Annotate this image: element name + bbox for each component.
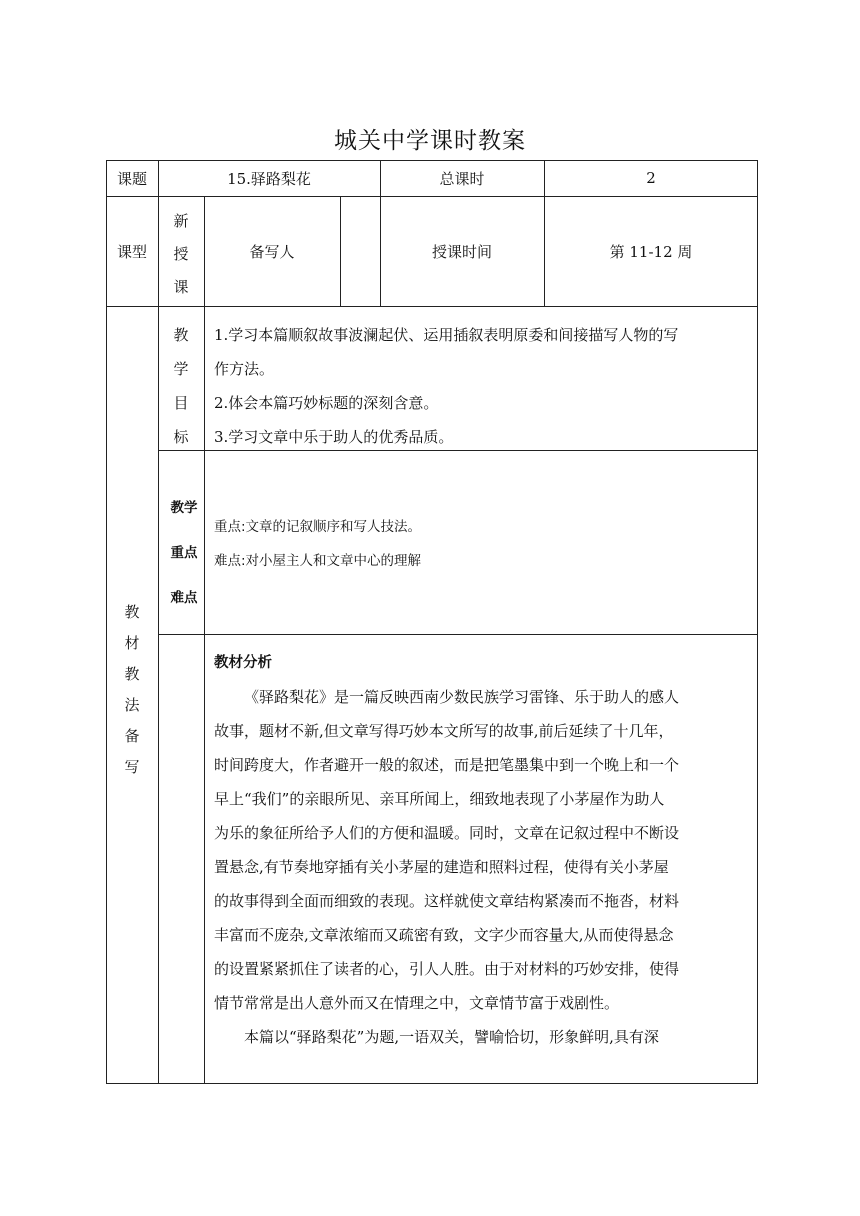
goals-text: [214, 318, 752, 454]
goal-line: 作方法。: [214, 360, 275, 378]
analysis-line: 的故事得到全面而细致的表现。这样就使文章结构紧凑而不拖沓，材料: [214, 892, 680, 910]
analysis-line: 《驿路梨花》是一篇反映西南少数民族学习雷锋、乐于助人的感人: [244, 688, 680, 706]
lesson-type-char: 新: [173, 212, 189, 230]
analysis-line: 本篇以“驿路梨花”为题,一语双关，譬喻恰切，形象鲜明,具有深: [244, 1028, 659, 1046]
side-label-char: 教: [124, 665, 140, 683]
key-points-label: [164, 486, 204, 621]
goals-label-char: 教: [173, 326, 189, 344]
key-focus: 重点:文章的记叙顺序和写人技法。: [214, 519, 422, 535]
goal-line: 2.体会本篇巧妙标题的深刻含意。: [214, 394, 439, 412]
column-divider: [204, 196, 205, 1084]
key-points-text: [214, 510, 421, 578]
goal-line: 3.学习文章中乐于助人的优秀品质。: [214, 428, 454, 446]
analysis-heading: 教材分析: [214, 655, 272, 671]
goal-line: 1.学习本篇顺叙故事波澜起伏、运用插叙表明原委和间接描写人物的写: [214, 326, 679, 344]
textbook-analysis: [214, 646, 754, 1054]
topic-label: 课题: [116, 169, 147, 188]
author-value: [340, 196, 380, 306]
teaching-time-label: 授课时间: [431, 242, 492, 261]
analysis-line: 丰富而不庞杂,文章浓缩而又疏密有致，文字少而容量大,从而使得悬念: [214, 926, 674, 944]
analysis-line: 时间跨度大，作者避开一般的叙述，而是把笔墨集中到一个晚上和一个: [214, 756, 680, 774]
key-points-label-line: 重点: [170, 545, 198, 561]
side-label-char: 教: [124, 603, 140, 621]
topic-value: 15.驿路梨花: [227, 169, 311, 188]
side-label-char: 写: [124, 758, 140, 776]
analysis-line: 的设置紧紧抓住了读者的心，引人人胜。由于对材料的巧妙安排，使得: [214, 960, 680, 978]
total-hours-label: 总课时: [439, 169, 485, 188]
analysis-line: 早上“我们”的亲眼所见、亲耳所闻上，细致地表现了小茅屋作为助人: [214, 790, 665, 808]
teaching-time-value: 第 11-12 周: [609, 242, 693, 261]
side-label-char: 法: [124, 696, 140, 714]
lesson-type-label: 课型: [116, 242, 147, 261]
side-label-char: 备: [124, 727, 140, 745]
analysis-line: 情节常常是出人意外而又在情理之中，文章情节富于戏剧性。: [214, 994, 620, 1012]
lesson-type-value: [158, 205, 204, 304]
lesson-plan-table: [106, 160, 758, 1084]
analysis-line: 故事，题材不新,但文章写得巧妙本文所写的故事,前后延续了十几年，: [214, 722, 674, 740]
page-title: 城关中学课时教案: [334, 128, 526, 154]
analysis-line: 置悬念,有节奏地穿插有关小茅屋的建造和照料过程，使得有关小茅屋: [214, 858, 669, 876]
goals-label-char: 目: [173, 394, 189, 412]
total-hours-value: 2: [646, 169, 656, 187]
key-points-label-line: 难点: [170, 590, 198, 606]
goals-label: [158, 318, 204, 454]
goals-label-char: 标: [173, 428, 189, 446]
lesson-type-char: 课: [173, 278, 189, 296]
row-divider: [158, 634, 758, 635]
section-side-label: [106, 597, 158, 783]
goals-label-char: 学: [173, 360, 189, 378]
key-difficulty: 难点:对小屋主人和文章中心的理解: [214, 553, 422, 569]
side-label-char: 材: [124, 634, 140, 652]
key-points-label-line: 教学: [170, 500, 198, 516]
lesson-type-char: 授: [173, 245, 189, 263]
analysis-line: 为乐的象征所给予人们的方便和温暖。同时，文章在记叙过程中不断设: [214, 824, 680, 842]
author-label: 备写人: [249, 242, 295, 261]
